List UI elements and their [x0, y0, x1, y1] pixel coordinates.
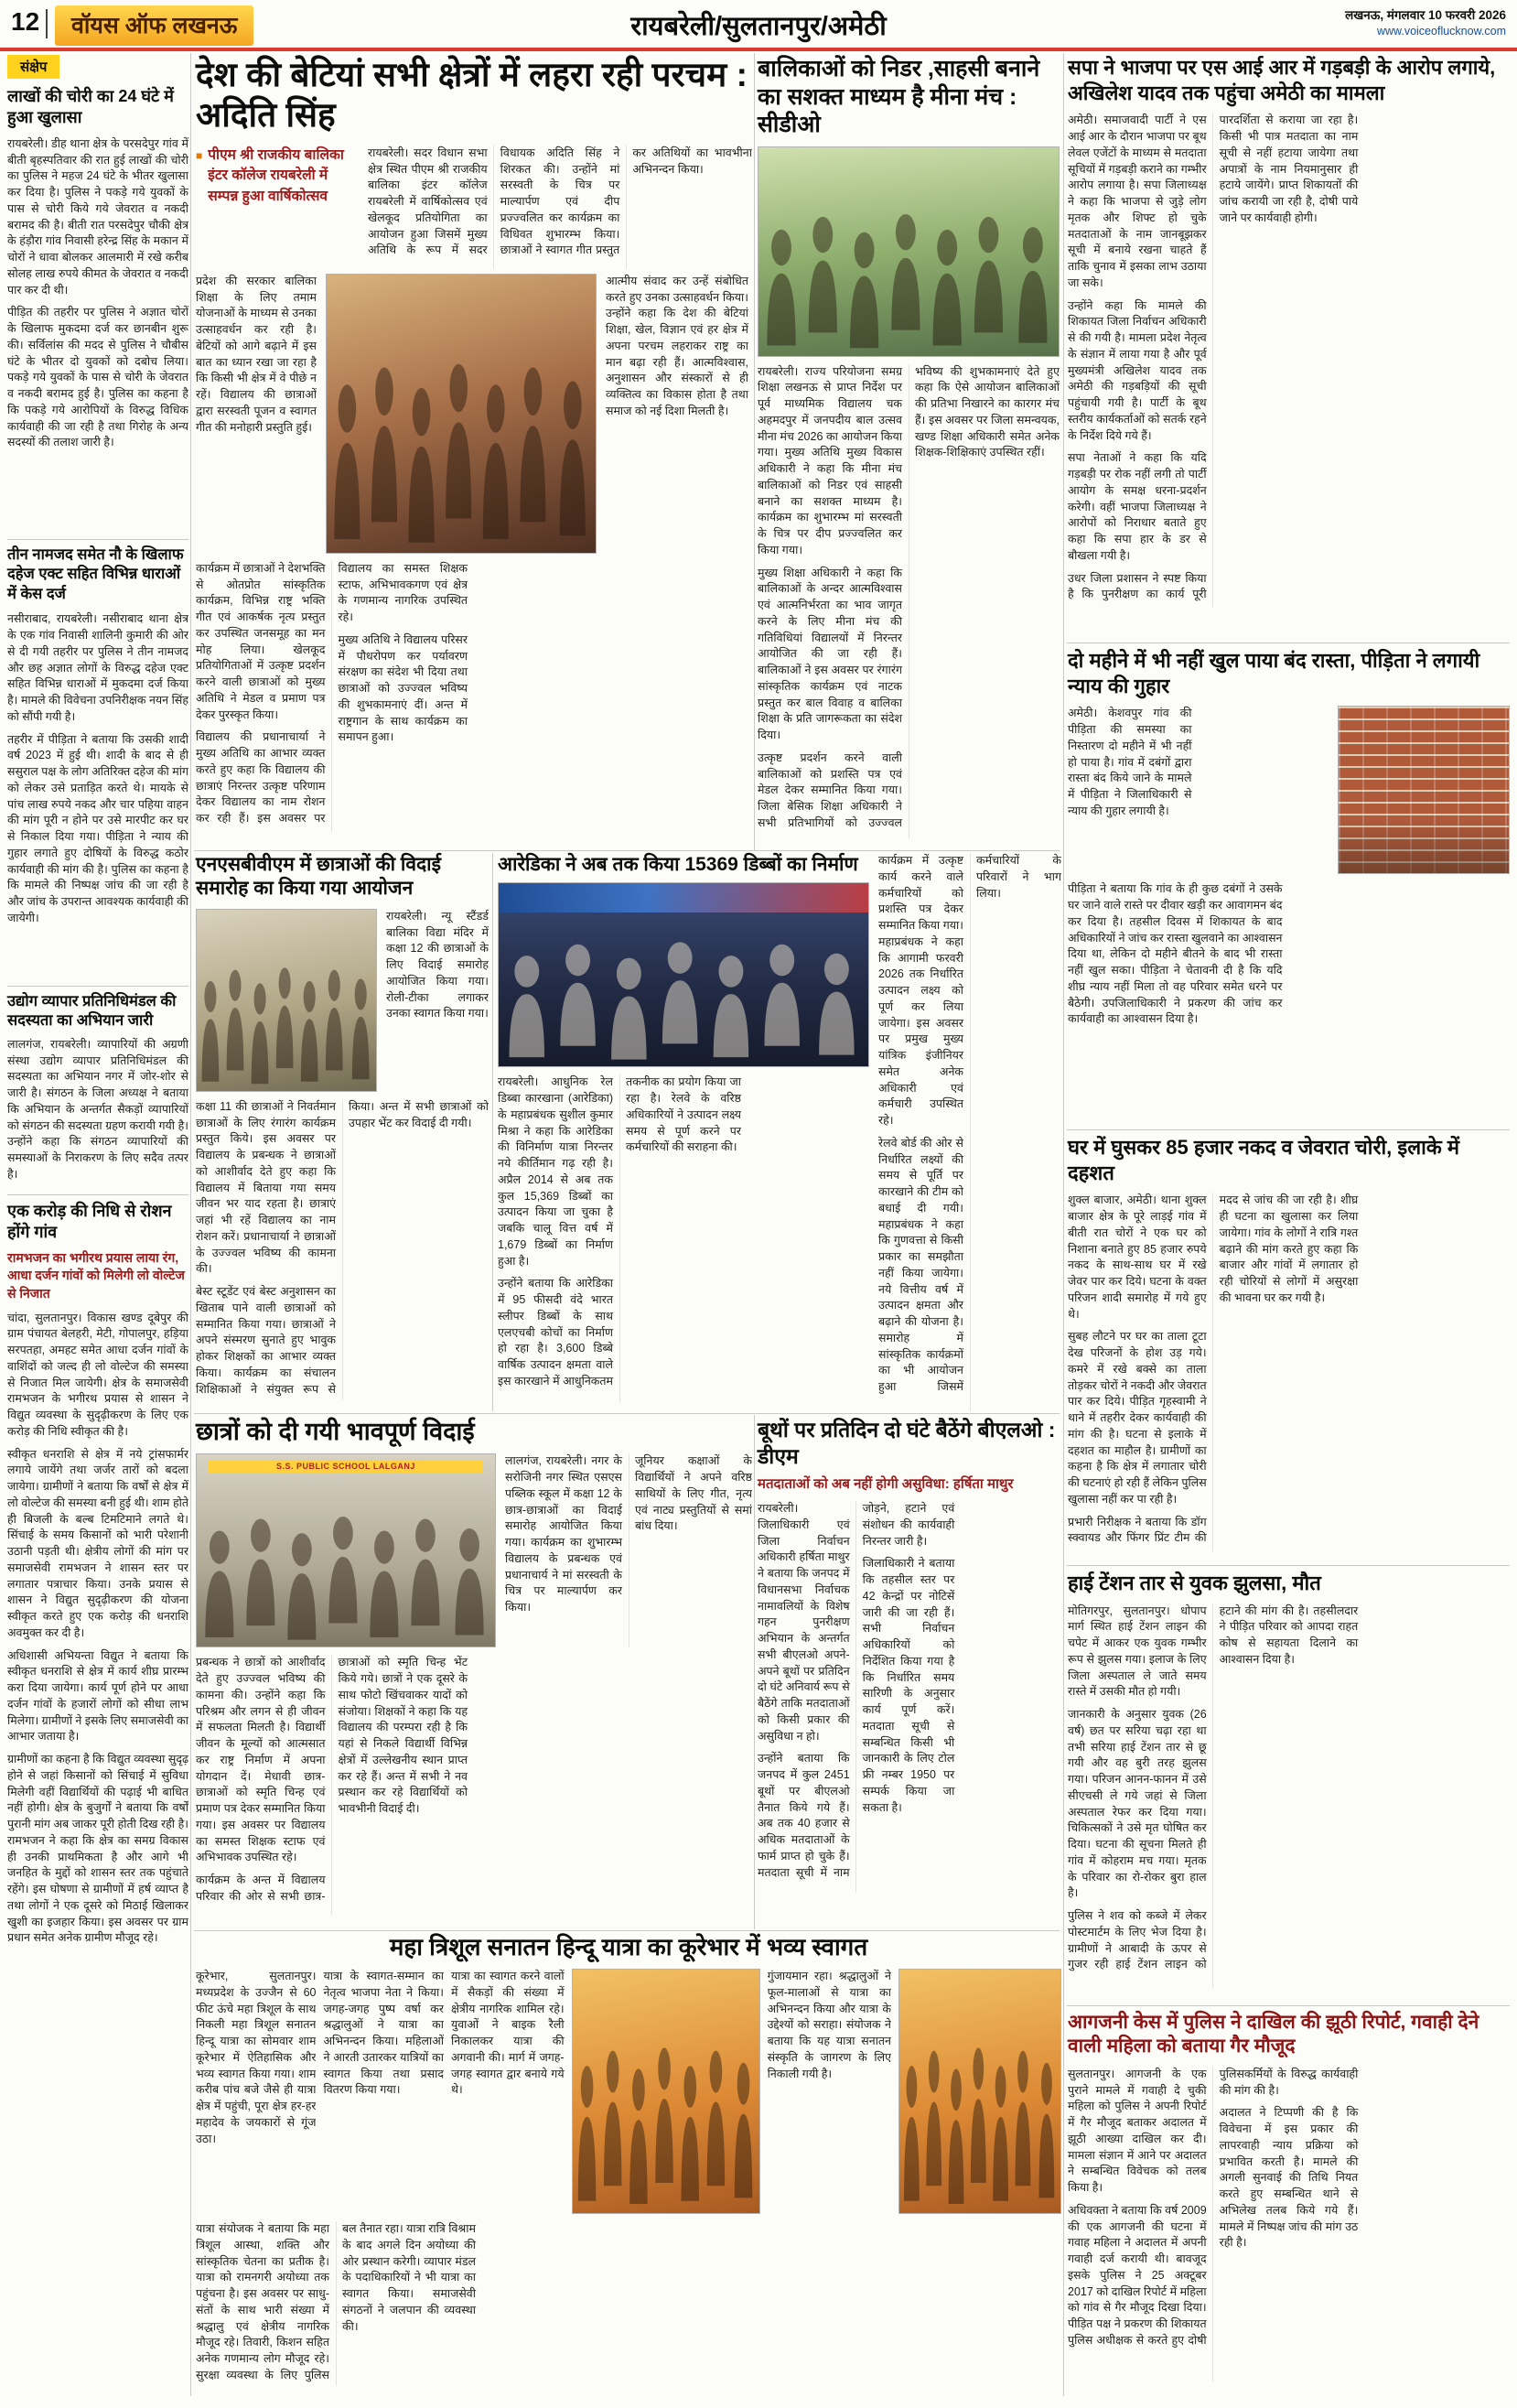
article-hightension-death	[1068, 1571, 1510, 2001]
crowd-illustration	[197, 1505, 495, 1647]
article-body	[196, 1969, 316, 2214]
article-body	[606, 274, 748, 554]
article-body	[878, 853, 1061, 1411]
body-paragraph: चांदा, सुलतानपुर। विकास खण्ड दूबेपुर की ग्राम पंचायत बेलहरी, मेटी, गोपालपुर, हड़िया सरपतहा, अमहट समेत आधा दर्जन गांवों के वाशिंदों को जल्द ही लो वोल्टेज की समस्या से निजात मिल जायेगी। क्षेत्र के समाजसेवी रामभजन के भगीरथ प्रयास से शासन ने विद्युत व्यवस्था के सुदृढ़ीकरण के लिए एक करोड़ की निधि स्वीकृत की है।	[7, 1311, 188, 1438]
article-betiyan-lead	[196, 55, 752, 848]
body-paragraph: यात्रा का स्वागत करने वालों में सैकड़ों की संख्या में क्षेत्रीय नागरिक शामिल रहे। युवाओं ने बाइक रैली निकालकर यात्रा की अगवानी की। मार्ग में जगह-जगह स्वागत द्वार बनाये गये थे।	[450, 1970, 565, 2097]
body-paragraph: प्रबन्धक ने छात्रों को आशीर्वाद देते हुए उज्ज्वल भविष्य की कामना की। उन्होंने कहा कि परिश्रम और लगन से ही जीवन में सफलता मिलती है। विद्यार्थी जीवन के मूल्यों को आत्मसात कर राष्ट्र निर्माण में अपना योगदान दें। मेधावी छात्र-छात्राओं को स्मृति चिन्ह एवं प्रमाण पत्र देकर सम्मानित किया गया। इस अवसर पर विद्यालय का समस्त शिक्षक स्टाफ एवं अभिभावक उपस्थित रहे।	[196, 1656, 326, 1864]
body-paragraph: रायबरेली। आधुनिक रेल डिब्बा कारखाना (आरेडिका) के महाप्रबंधक सुशील कुमार मिश्रा ने कहा कि आरेडिका की विनिर्माण यात्रा निरन्तर नये कीर्तिमान गढ़ रही है। अप्रैल 2014 से अब तक कुल 15,369 डिब्बों का उत्पादन किया जा चुका है जबकि चालू वित्त वर्ष में 1,679 डिब्बों का निर्माण हुआ है।	[498, 1075, 613, 1268]
body-paragraph: कार्यक्रम के अन्त में विद्यालय परिवार की ओर से सभी छात्र-छात्राओं को स्मृति चिन्ह भेंट किये गये। छात्रों ने एक दूसरे के साथ फोटो खिंचवाकर यादों को संजोया। शिक्षकों ने कहा कि यह विद्यालय की परम्परा रही है कि यहां से निकले विद्यार्थी विभिन्न क्षेत्रों में उल्लेखनीय स्थान प्राप्त कर रहे हैं। अन्त में सभी ने नव प्रस्थान कर रहे विद्यार्थियों को भावभीनी विदाई दी।	[196, 1656, 468, 1903]
paper-name: वॉयस ऑफ लखनऊ	[55, 5, 253, 46]
body-paragraph: ग्रामीणों का कहना है कि विद्युत व्यवस्था सुदृढ़ होने से जहां किसानों को सिंचाई में सुविधा मिलेगी वहीं विद्यार्थियों की पढ़ाई भी बाधित नहीं होगी। क्षेत्र के बुजुर्गों ने बताया कि वर्षों पुरानी मांग अब जाकर पूरी होती दिख रही है। रामभजन ने कहा कि क्षेत्र का समग्र विकास ही उनकी प्राथमिकता है और आगे भी जनहित के मुद्दों को शासन स्तर तक पहुंचाते रहेंगे। इस घोषणा से ग्रामीणों में हर्ष व्याप्त है तथा लोगों ने एक दूसरे को मिठाई खिलाकर खुशी का इजहार किया। इस अवसर पर ग्राम प्रधान समेत अनेक ग्रामीण मौजूद रहे।	[7, 1753, 188, 1945]
body-paragraph: अमेठी। केशवपुर गांव की पीड़िता की समस्या का निस्तारण दो महीने में भी नहीं हो पाया है। गांव में दबंगों द्वारा रास्ता बंद किये जाने के मामले में पीड़िता ने जिलाधिकारी से न्याय की गुहार लगायी है।	[1068, 707, 1192, 817]
headline: आरेडिका ने अब तक किया 15369 डिब्बों का निर्माण	[498, 854, 858, 875]
crowd-illustration	[327, 347, 596, 553]
article-trade-membership	[7, 992, 188, 1192]
subheadline	[196, 146, 359, 268]
bullet-icon: ■	[196, 148, 203, 162]
photo-meena-manch	[758, 146, 1060, 357]
article-trishul-yatra	[196, 1933, 1061, 2396]
column-rule	[190, 53, 191, 2396]
briefs-section-label: संक्षेप	[7, 55, 59, 79]
article-body	[7, 1037, 188, 1182]
article-dowry-case	[7, 545, 188, 983]
body-paragraph: नसीराबाद, रायबरेली। नसीराबाद थाना क्षेत्र के एक गांव निवासी शालिनी कुमारी की ओर से दी गयी तहरीर पर पुलिस ने तीन नामजद और छह अज्ञात लोगों के विरुद्ध दहेज एक्ट सहित विभिन्न धाराओं में मुकदमा दर्ज किया है। मामले की विवेचना उपनिरीक्षक नयन सिंह को सौंपी गयी है।	[7, 612, 188, 723]
article-body	[196, 561, 752, 832]
article-body	[196, 1099, 489, 1399]
headline: तीन नामजद समेत नौ के खिलाफ दहेज एक्ट सहित विभिन्न धाराओं में केस दर्ज	[7, 546, 184, 602]
article-sapa-sir	[1068, 55, 1510, 639]
column-rule	[492, 853, 493, 1411]
section-rule	[194, 850, 1060, 851]
article-body	[1068, 881, 1510, 1112]
article-body	[451, 1969, 565, 2214]
section-rule	[7, 986, 188, 987]
body-paragraph: जूनियर कक्षाओं के विद्यार्थियों ने अपने वरिष्ठ साथियों के लिए गीत, नृत्य एवं नाट्य प्रस्तुतियों से समां बांध दिया।	[635, 1454, 752, 1533]
body-paragraph: कक्षा 11 की छात्राओं ने निवर्तमान छात्राओं के लिए रंगारंग कार्यक्रम प्रस्तुत किये। इस अवसर पर विद्यालय के प्रबन्धक ने छात्राओं को आशीर्वाद देते हुए कहा कि विद्यालय में बिताया गया समय जीवन भर याद रहता है। छात्राएं जहां भी रहें विद्यालय का नाम रोशन करें। प्रधानाचार्या ने छात्राओं के उज्ज्वल भविष्य की कामना की।	[196, 1099, 336, 1276]
body-paragraph: रायबरेली। सदर विधान सभा क्षेत्र स्थित पीएम श्री राजकीय बालिका इंटर कॉलेज रायबरेली में वार्षिकोत्सव एवं खेलकूद प्रतियोगिता का आयोजन हुआ जिसमें मुख्य अतिथि के रूप में सदर विधायक अदिति सिंह ने शिरकत की। उन्होंने मां सरस्वती के चित्र पर माल्यार्पण एवं दीप प्रज्ज्वलित कर कार्यक्रम का विधिवत शुभारम्भ किया। छात्राओं ने स्वागत गीत प्रस्तुत कर अतिथियों का भावभीना अभिनन्दन किया।	[368, 146, 752, 257]
school-banner: S.S. PUBLIC SCHOOL LALGANJ	[209, 1460, 483, 1473]
column-rule	[754, 1415, 755, 1929]
body-paragraph: उत्कृष्ट प्रदर्शन करने वाली बालिकाओं को प्रशस्ति पत्र एवं मेडल देकर सम्मानित किया गया। जिला बेसिक शिक्षा अधिकारी ने सभी प्रतिभागियों को उज्ज्वल भविष्य की शुभकामनाएं देते हुए कहा कि ऐसे आयोजन बालिकाओं की प्रतिभा निखारने का कारगर मंच हैं। इस अवसर पर जिला समन्वयक, खण्ड शिक्षा अधिकारी समेत अनेक शिक्षक-शिक्षिकाएं उपस्थित रहीं।	[758, 364, 1060, 829]
section-rule	[1067, 2005, 1510, 2006]
photo-annual-function	[326, 274, 597, 554]
article-aredica-coaches	[498, 853, 1061, 1411]
article-body	[323, 1969, 443, 2214]
body-paragraph: जानकारी के अनुसार युवक (26 वर्ष) छत पर सरिया चढ़ा रहा था तभी सरिया हाई टेंशन तार से छू गयी और वह बुरी तरह झुलस गया। परिजन आनन-फानन में उसे सीएचसी ले गये जहां से जिला अस्पताल रेफर कर दिया गया। चिकित्सकों ने उसे मृत घोषित कर दिया। घटना की सूचना मिलते ही गांव में कोहराम मच गया। मृतक के परिवार का रो-रोकर बुरा हाल है।	[1068, 1708, 1207, 1900]
section-rule	[194, 1930, 1060, 1931]
article-blo-booths	[758, 1417, 1060, 1926]
section-rule	[7, 539, 188, 540]
body-paragraph: बेस्ट स्टूडेंट एवं बेस्ट अनुशासन का खिताब पाने वाली छात्राओं को सम्मानित किया गया। छात्राओं ने अपने संस्मरण सुनाते हुए भावुक होकर शिक्षकों का आभार व्यक्त किया। कार्यक्रम का संचालन शिक्षिकाओं ने संयुक्त रूप से किया। अन्त में सभी छात्राओं को उपहार भेंट कर विदाई दी गयी।	[196, 1099, 489, 1396]
body-paragraph: उन्होंने बताया कि आरेडिका में 95 फीसदी वंदे भारत स्लीपर डिब्बों के साथ एलएचबी कोचों का निर्माण हो रहा है। 3,600 डिब्बे वार्षिक उत्पादन क्षमता वाले इस कारखाने में आधुनिकतम तकनीक का प्रयोग किया जा रहा है। रेलवे के वरिष्ठ अधिकारियों ने उत्पादन लक्ष्य समय से पूर्ण करने पर कर्मचारियों की सराहना की।	[498, 1075, 741, 1388]
headline: हाई टेंशन तार से युवक झुलसा, मौत	[1068, 1571, 1321, 1594]
article-body	[196, 274, 317, 554]
body-paragraph: मोतिगरपुर, सुलतानपुर। धोपाप मार्ग स्थित हाई टेंशन लाइन की चपेट में आकर एक युवक गम्भीर रूप से झुलस गया। इलाज के लिए जिला अस्पताल ले जाते समय रास्ते में उसकी मौत हो गयी।	[1068, 1604, 1207, 1699]
article-body	[1068, 113, 1510, 607]
masthead-rule	[0, 48, 1517, 51]
masthead-dateline	[1345, 6, 1506, 38]
body-paragraph: जिलाधिकारी ने बताया कि तहसील स्तर पर 42 केन्द्रों पर नोटिसें जारी की जा रही हैं। सभी निर्वाचन अधिकारियों को निर्देशित किया गया है कि निर्धारित समय सारिणी के अनुसार कार्य पूर्ण करें। मतदाता सूची से सम्बन्धित किसी भी जानकारी के लिए टोल फ्री नम्बर 1950 पर सम्पर्क किया जा सकता है।	[862, 1557, 955, 1814]
headline: बूथों पर प्रतिदिन दो घंटे बैठेंगे बीएलओ : डीएम	[758, 1418, 1056, 1468]
article-meena-manch	[758, 55, 1060, 848]
body-paragraph: स्वीकृत धनराशि से क्षेत्र में नये ट्रांसफार्मर लगाये जायेंगे तथा जर्जर तारों को बदला जायेगा। ग्रामीणों ने बताया कि वर्षों से क्षेत्र में लो वोल्टेज की समस्या बनी हुई थी। शाम होते ही बिजली के बल्ब टिमटिमाने लगते थे। सिंचाई के समय किसानों को भारी परेशानी उठानी पड़ती थी। क्षेत्रीय लोगों की मांग पर समाजसेवी रामभजन ने शासन स्तर पर लगातार पत्राचार किया। उनके प्रयास से शासन ने विद्युत सुदृढ़ीकरण की योजना स्वीकृत करते हुए एक करोड़ की धनराशि अवमुक्त कर दी है।	[7, 1447, 188, 1639]
stage-banner	[499, 883, 868, 912]
article-body	[768, 1969, 891, 2214]
body-paragraph: यात्रा के स्वागत-सम्मान का नेतृत्व भाजपा नेता ने किया। जगह-जगह पुष्प वर्षा कर श्रद्धालुओं ने यात्रा का अभिनन्दन किया। महिलाओं ने आरती उतारकर यात्रियों का स्वागत किया तथा प्रसाद वितरण किया गया।	[323, 1970, 444, 2097]
article-body	[758, 364, 1060, 838]
body-paragraph: विद्यालय की प्रधानाचार्या ने मुख्य अतिथि का आभार व्यक्त करते हुए कहा कि विद्यालय की छात्राएं निरन्तर उत्कृष्ट परिणाम देकर विद्यालय का नाम रोशन कर रही हैं। इस अवसर पर विद्यालय का समस्त शिक्षक स्टाफ, अभिभावकगण एवं क्षेत्र के गणमान्य नागरिक उपस्थित रहे।	[196, 561, 468, 826]
article-body	[1068, 2067, 1510, 2381]
photo-aredica-stage	[498, 882, 869, 1067]
body-paragraph: अमेठी। समाजवादी पार्टी ने एस आई आर के दौरान भाजपा पर बूथ लेवल एजेंटों के माध्यम से मतदाता सूचियों में गड़बड़ी कराने का गम्भीर आरोप लगाया है। सपा जिलाध्यक्ष ने कहा कि भाजपा से जुड़े लोग मृतक और शिफ्ट हो चुके मतदाताओं के नाम जानबूझकर सूची में बनाये रखना चाहते हैं ताकि चुनाव में इसका लाभ उठाया जा सके।	[1068, 113, 1207, 289]
body-paragraph: उधर जिला प्रशासन ने स्पष्ट किया है कि पुनरीक्षण का कार्य पूरी पारदर्शिता से कराया जा रहा है। किसी भी पात्र मतदाता का नाम सूची से नहीं हटाया जायेगा तथा अपात्रों के नाम नियमानुसार ही हटाये जायेंगे। प्राप्त शिकायतों की जांच करायी जा रही है, दोषी पाये जाने पर कार्यवाही होगी।	[1068, 113, 1359, 601]
section-rule	[1067, 1565, 1510, 1566]
body-paragraph: लालगंज, रायबरेली। व्यापारियों की अग्रणी संस्था उद्योग व्यापार प्रतिनिधिमंडल की सदस्यता का अभियान नगर में जोर-शोर से जारी है। संगठन के जिला अध्यक्ष ने बताया कि अभियान के अन्तर्गत सैकड़ों व्यापारियों को संगठन की सदस्यता ग्रहण करायी गयी है। उन्होंने कहा कि संगठन व्यापारियों की समस्याओं के निराकरण के लिए सदैव तत्पर है।	[7, 1037, 188, 1181]
body-paragraph: सुलतानपुर। आगजनी के एक पुराने मामले में गवाही दे चुकी महिला को पुलिस ने अपनी रिपोर्ट में गैर मौजूद बताकर अदालत में झूठी आख्या दाखिल कर दी। मामला संज्ञान में आने पर अदालत ने सम्बन्धित विवेचक को तलब किया है।	[1068, 2067, 1207, 2195]
article-blocked-path	[1068, 648, 1510, 1126]
body-paragraph: मुख्य शिक्षा अधिकारी ने कहा कि बालिकाओं के अन्दर आत्मविश्वास एवं आत्मनिर्भरता का भाव जागृत करने के लिए मीना मंच की गतिविधियां विद्यालयों में निरन्तर आयोजित की जा रही हैं। बालिकाओं ने इस अवसर पर रंगारंग सांस्कृतिक कार्यक्रम एवं नाटक प्रस्तुत कर बाल विवाह व बालिका शिक्षा के प्रति जागरूकता का संदेश दिया।	[758, 566, 902, 741]
article-house-theft	[1068, 1135, 1510, 1561]
article-body	[196, 1655, 752, 1915]
subheadline-text: पीएम श्री राजकीय बालिका इंटर कॉलेज रायबरेली में सम्पन्न हुआ वार्षिकोत्सव	[208, 146, 344, 204]
body-paragraph: पीड़ित की तहरीर पर पुलिस ने अज्ञात चोरों के खिलाफ मुकदमा दर्ज कर छानबीन शुरू की। सर्विलांस की मदद से पुलिस ने चौबीस घंटे के भीतर दो युवकों को दबोच लिया। पकड़े गये युवकों के पास से चोरी के जेवरात व नकदी बरामद हुई है। पुलिस का कहना है कि पकड़े गये आरोपियों के विरुद्ध विधिक कार्यवाही की जा रही है तथा गिरोह के अन्य सदस्यों की तलाश जारी है।	[7, 306, 188, 449]
article-school-farewell	[196, 1417, 752, 1926]
headline: घर में घुसकर 85 हजार नकद व जेवरात चोरी, इलाके में दहशत	[1068, 1136, 1459, 1184]
article-theft-solved	[7, 86, 188, 536]
body-paragraph: प्रदेश की सरकार बालिका शिक्षा के लिए तमाम योजनाओं के माध्यम से उनका उत्साहवर्धन कर रही है। बेटियों को आगे बढ़ाने में इस बात का ध्यान रखा जा रहा है कि किसी भी क्षेत्र में वे पीछे न रहें। विद्यालय की छात्राओं द्वारा सरस्वती पूजन व स्वागत गीत की मनोहारी प्रस्तुति हुई।	[196, 274, 317, 434]
section-rule	[7, 1194, 188, 1195]
body-paragraph: यात्रा संयोजक ने बताया कि महा त्रिशूल आस्था, शक्ति और सांस्कृतिक चेतना का प्रतीक है। यात्रा को रामनगरी अयोध्या तक पहुंचना है। इस अवसर पर साधु-संतों के साथ भारी संख्या में श्रद्धालु एवं क्षेत्रीय नागरिक मौजूद रहे। तिवारी, किशन सहित अनेक गणमान्य लोग मौजूद रहे। सुरक्षा व्यवस्था के लिए पुलिस बल तैनात रहा। यात्रा रात्रि विश्राम के बाद अगले दिन अयोध्या की ओर प्रस्थान करेगी। व्यापार मंडल के पदाधिकारियों ने भी यात्रा का स्वागत किया। समाजसेवी संगठनों ने जलपान की व्यवस्था की।	[196, 2222, 476, 2381]
body-paragraph: रायबरेली। राज्य परियोजना समग्र शिक्षा लखनऊ से प्राप्त निर्देश पर पूर्व माध्यमिक विद्यालय चक अहमदपुर में जनपदीय बाल उत्सव मीना मंच 2026 का आयोजन किया गया। मुख्य अतिथि मुख्य विकास अधिकारी ने कहा कि मीना मंच बालिकाओं को निडर एवं साहसी बनाने का सशक्त माध्यम है। कार्यक्रम का शुभारम्भ मां सरस्वती के चित्र पर दीप प्रज्ज्वलित कर किया गया।	[758, 364, 902, 556]
body-paragraph: अधिशासी अभियन्ता विद्युत ने बताया कि स्वीकृत धनराशि से क्षेत्र में कार्य शीघ्र प्रारम्भ करा दिया जायेगा। कार्य पूर्ण होने पर आधा दर्जन गांवों के हजारों लोगों को सीधा लाभ मिलेगा। ग्रामीणों ने इसके लिए समाजसेवी का आभार जताया है।	[7, 1648, 188, 1744]
body-paragraph: तहरीर में पीड़िता ने बताया कि उसकी शादी वर्ष 2023 में हुई थी। शादी के बाद से ही ससुराल पक्ष के लोग अतिरिक्त दहेज की मांग को लेकर उसे प्रताड़ित करते थे। मायके से पांच लाख रुपये नकद और चार पहिया वाहन की मांग पूरी न होने पर उसे मारपीट कर घर से निकाल दिया गया। पीड़िता ने न्याय की गुहार लगाते हुए दोषियों के विरुद्ध कठोर कार्यवाही की मांग की है। पुलिस का कहना है कि मामले की निष्पक्ष जांच की जा रही है और जांच के उपरान्त आवश्यक कार्यवाही की जायेगी।	[7, 732, 188, 924]
headline: सपा ने भाजपा पर एस आई आर में गड़बड़ी के आरोप लगाये, अखिलेश यादव तक पहुंचा अमेठी का मामला	[1068, 56, 1496, 104]
body-paragraph: सुबह लौटने पर घर का ताला टूटा देख परिजनों के होश उड़ गये। कमरे में रखे बक्से का ताला तोड़कर चोरों ने नकदी और जेवरात पार कर दिये। पीड़ित गृहस्वामी ने थाने में तहरीर देकर कार्यवाही की मांग की है। घटना से इलाके में दहशत का माहौल है। ग्रामीणों का कहना है कि क्षेत्र में लगातार चोरी की घटनाएं हो रही हैं लेकिन पुलिस खुलासा नहीं कर पा रही है।	[1068, 1330, 1207, 1506]
crowd-illustration	[573, 2033, 759, 2213]
article-false-report	[1068, 2011, 1510, 2395]
column-rule	[754, 53, 755, 851]
body-paragraph: कार्यक्रम में उत्कृष्ट कार्य करने वाले कर्मचारियों को प्रशस्ति पत्र देकर सम्मानित किया गया। महाप्रबंधक ने कहा कि आगामी फरवरी 2026 तक निर्धारित उत्पादन लक्ष्य को पूर्ण कर लिया जायेगा। इस अवसर पर प्रमुख मुख्य यांत्रिक इंजीनियर समेत अनेक अधिकारी एवं कर्मचारी उपस्थित रहे।	[878, 854, 963, 1127]
body-paragraph: कार्यक्रम में छात्राओं ने देशभक्ति से ओतप्रोत सांस्कृतिक कार्यक्रम, विभिन्न राष्ट्र भक्ति गीत एवं आकर्षक नृत्य प्रस्तुत कर उपस्थित जनसमूह का मन मोह लिया। खेलकूद प्रतियोगिताओं में उत्कृष्ट प्रदर्शन करने वाली छात्राओं को मुख्य अतिथि ने मेडल व प्रमाण पत्र देकर पुरस्कृत किया।	[196, 561, 326, 721]
article-body	[1068, 1193, 1510, 1551]
headline: एनएसबीवीएम में छात्राओं की विदाई समारोह का किया गया आयोजन	[196, 854, 441, 900]
subheadline: रामभजन का भगीरथ प्रयास लाया रंग, आधा दर्जन गांवों को मिलेगी लो वोल्टेज से निजात	[7, 1249, 185, 1301]
body-paragraph: रायबरेली। डीह थाना क्षेत्र के परसदेपुर गांव में बीती बृहस्पतिवार की रात हुई लाखों की चोरी का पुलिस ने महज 24 घंटे के भीतर खुलासा कर दिया है। पुलिस ने पकड़े गये युवकों के पास से चोरी किये गये जेवरात व नकदी बरामद की है। बीती रात परसदेपुर चौकी क्षेत्र के हंड़ौरा गांव निवासी हरेन्द्र सिंह के मकान में चोरों ने धावा बोलकर आलमारी में रखे करीब सोलह लाख रुपये कीमत के जेवरात व नकदी पार कर दी थी।	[7, 136, 188, 297]
headline: आगजनी केस में पुलिस ने दाखिल की झूठी रिपोर्ट, गवाही देने वाली महिला को बताया गैर मौजूद	[1068, 2012, 1479, 2057]
body-paragraph: मुख्य अतिथि ने विद्यालय परिसर में पौधरोपण कर पर्यावरण संरक्षण का संदेश भी दिया तथा छात्राओं को उज्ज्वल भविष्य की शुभकामनाएं दीं। अन्त में राष्ट्रगान के साथ कार्यक्रम का समापन हुआ।	[338, 632, 468, 744]
photo-blocked-path	[1338, 706, 1510, 874]
body-paragraph: सपा नेताओं ने कहा कि यदि गड़बड़ी पर रोक नहीं लगी तो पार्टी आयोग के समक्ष धरना-प्रदर्शन करेगी। वहीं भाजपा जिलाध्यक्ष ने आरोपों को निराधार बताते हुए कहा कि सपा हार के डर से बौखला गयी है।	[1068, 451, 1207, 562]
body-paragraph: अधिवक्ता ने बताया कि वर्ष 2009 की एक आगजनी की घटना में गवाह महिला ने अदालत में अपनी गवाही दर्ज करायी थी। बावजूद इसके पुलिस ने 25 अक्टूबर 2017 को दाखिल रिपोर्ट में महिला को गांव से गैर मौजूद दिखा दिया। पीड़ित पक्ष ने प्रकरण की शिकायत पुलिस अधीक्षक से करते हुए दोषी पुलिसकर्मियों के विरुद्ध कार्यवाही की मांग की है।	[1068, 2067, 1359, 2347]
article-body	[758, 1501, 1060, 1893]
headline: देश की बेटियां सभी क्षेत्रों में लहरा रही परचम : अदिति सिंह	[196, 56, 748, 135]
body-paragraph: प्रभारी निरीक्षक ने बताया कि डॉग स्क्वायड और फिंगर प्रिंट टीम की मदद से जांच की जा रही है। शीघ्र ही घटना का खुलासा कर लिया जायेगा। गांव के लोगों ने रात्रि गश्त बढ़ाने की मांग करते हुए कहा कि बाजार और गांवों में लगातार हो रही चोरियों से लोगों में असुरक्षा की भावना घर कर गयी है।	[1068, 1193, 1359, 1545]
headline: बालिकाओं को निडर ,साहसी बनाने का सशक्त माध्यम है मीना मंच : सीडीओ	[758, 56, 1040, 137]
article-body	[505, 1453, 752, 1647]
article-nsbvm-farewell	[196, 853, 489, 1411]
headline: छात्रों को दी गयी भावपूर्ण विदाई	[196, 1418, 475, 1445]
section-rule	[194, 1413, 1060, 1414]
section-rule	[1067, 642, 1510, 643]
headline: उद्योग व्यापार प्रतिनिधिमंडल की सदस्यता का अभियान जारी	[7, 993, 177, 1030]
photo-trishul-yatra-1	[572, 1969, 760, 2214]
article-body	[368, 146, 752, 268]
crowd-illustration	[758, 201, 1059, 356]
body-paragraph: शुक्ल बाजार, अमेठी। थाना शुक्ल बाजार क्षेत्र के पूरे लाड़ई गांव में बीती रात चोरों ने एक घर को निशाना बनाते हुए 85 हजार रुपये नकद के साथ-साथ घर में रखे जेवर पार कर दिये। घटना के वक्त परिजन शादी समारोह में गये हुए थे।	[1068, 1193, 1207, 1321]
headline: दो महीने में भी नहीं खुल पाया बंद रास्ता, पीड़िता ने लगायी न्याय की गुहार	[1068, 649, 1480, 697]
column-rule	[1063, 53, 1064, 2396]
crowd-illustration	[197, 956, 376, 1091]
crowd-illustration	[499, 931, 868, 1066]
subheadline: मतदाताओं को अब नहीं होगी असुविधा: हर्षिता माथुर	[758, 1475, 1014, 1492]
photo-trishul-yatra-2	[898, 1969, 1061, 2214]
body-paragraph: रायबरेली। न्यू स्टैंडर्ड बालिका विद्या मंदिर में कक्षा 12 की छात्राओं के लिए विदाई समारोह आयोजित किया गया। रोली-टीका लगाकर उनका स्वागत किया गया।	[386, 909, 489, 1020]
body-paragraph: कूरेभार, सुलतानपुर। मध्यप्रदेश के उज्जैन से 60 फीट ऊंचे महा त्रिशूल के साथ निकली महा त्रिशूल सनातन हिन्दू यात्रा का सोमवार शाम कूरेभार में ऐतिहासिक और भव्य स्वागत किया गया। शाम करीब पांच बजे जैसे ही यात्रा क्षेत्र में पहुंची, पूरा क्षेत्र हर-हर महादेव के जयकारों से गूंज उठा।	[196, 1970, 317, 2145]
headline: लाखों की चोरी का 24 घंटे में हुआ खुलासा	[7, 87, 174, 127]
body-paragraph: गुंजायमान रहा। श्रद्धालुओं ने फूल-मालाओं से यात्रा का अभिनन्दन किया और यात्रा के उद्देश्यों को सराहा। संयोजक ने बताया कि यह यात्रा सनातन संस्कृति के जागरण के लिए निकाली गयी है।	[767, 1970, 891, 2080]
body-paragraph: रायबरेली। जिलाधिकारी एवं जिला निर्वाचन अधिकारी हर्षिता माथुर ने बताया कि जनपद में विधानसभा निर्वाचक नामावलियों के विशेष गहन पुनरीक्षण अभियान के अन्तर्गत सभी बीएलओ अपने-अपने बूथों पर प्रतिदिन दो घंटे अनिवार्य रूप से बैठेंगे ताकि मतदाताओं को किसी प्रकार की असुविधा न हो।	[758, 1502, 850, 1743]
article-body	[386, 909, 489, 1092]
photo-school-farewell	[196, 1453, 496, 1647]
body-paragraph: लालगंज, रायबरेली। नगर के सरोजिनी नगर स्थित एसएस पब्लिक स्कूल में कक्षा 12 के छात्र-छात्राओं का विदाई समारोह आयोजित किया गया। कार्यक्रम का शुभारम्भ विद्यालय के प्रबन्धक एवं प्रधानाचार्य ने मां सरस्वती के चित्र पर माल्यार्पण कर किया।	[505, 1454, 622, 1614]
article-body	[7, 1311, 188, 2381]
article-body	[1068, 1604, 1510, 1988]
article-body	[498, 1074, 869, 1402]
body-paragraph: उन्होंने बताया कि जनपद में कुल 2451 बूथों पर बीएलओ तैनात किये गये हैं। अब तक 40 हजार से अधिक मतदाताओं के फार्म प्राप्त हो चुके हैं। मतदाता सूची में नाम जोड़ने, हटाने एवं संशोधन की कार्यवाही निरन्तर जारी है।	[758, 1502, 955, 1879]
headline: महा त्रिशूल सनातन हिन्दू यात्रा का कूरेभार में भव्य स्वागत	[389, 1933, 868, 1960]
body-paragraph: उन्होंने कहा कि मामले की शिकायत जिला निर्वाचन अधिकारी से की गयी है। मामला प्रदेश नेतृत्व के संज्ञान में लाया गया है और पूर्व मुख्यमंत्री अखिलेश यादव तक अमेठी की गड़बड़ियों की सूची पहुंचायी गयी है। पार्टी के बूथ स्तरीय कार्यकर्ताओं को सतर्क रहने के निर्देश दिये गये हैं।	[1068, 298, 1207, 442]
section-rule	[1067, 1129, 1510, 1130]
crowd-illustration	[899, 2033, 1060, 2213]
body-paragraph: पीड़िता ने बताया कि गांव के ही कुछ दबंगों ने उसके घर जाने वाले रास्ते पर दीवार खड़ी कर आवागमन बंद कर दिया है। तहसील दिवस में शिकायत के बाद अधिकारियों ने जांच कर रास्ता खुलवाने का आश्वासन दिया था, लेकिन दो महीने बीतने के बाद भी रास्ता नहीं खुल सका। पीड़िता ने चेतावनी दी है कि यदि शीघ्र न्याय नहीं मिला तो वह परिवार समेत धरने पर बैठेगी। उपजिलाधिकारी ने प्रकरण की जांच कर कार्यवाही का आश्वासन दिया है।	[1068, 882, 1283, 1026]
article-village-fund	[7, 1201, 188, 2396]
headline: एक करोड़ की निधि से रोशन होंगे गांव	[7, 1202, 172, 1242]
article-body	[1068, 706, 1329, 874]
body-paragraph: आत्मीय संवाद कर उन्हें संबोधित करते हुए उनका उत्साहवर्धन किया। उन्होंने कहा कि देश की बेटियां शिक्षा, खेल, विज्ञान एवं हर क्षेत्र में अपना परचम लहराकर राष्ट्र का मान बढ़ा रही हैं। आत्मविश्वास, अनुशासन और संस्कारों से ही व्यक्तित्व का विकास होता है तथा समाज को नई दिशा मिलती है।	[606, 274, 748, 417]
body-paragraph: अदालत ने टिप्पणी की है कि विवेचना में इस प्रकार की लापरवाही न्याय प्रक्रिया को प्रभावित करती है। मामले की अगली सुनवाई की तिथि नियत करते हुए सम्बन्धित थाने से अभिलेख तलब किये गये हैं। मामले में निष्पक्ष जांच की मांग उठ रही है।	[1219, 2106, 1359, 2250]
page-number: 12	[11, 7, 40, 36]
body-paragraph: रेलवे बोर्ड की ओर से निर्धारित लक्ष्यों की समय से पूर्ति पर कारखाने की टीम को बधाई दी गयी। महाप्रबंधक ने कहा कि गुणवत्ता से किसी प्रकार का समझौता नहीं किया जायेगा। नये वित्तीय वर्ष में उत्पादन क्षमता और बढ़ाने की योजना है। समारोह में सांस्कृतिक कार्यक्रमों का भी आयोजन हुआ जिसमें कर्मचारियों के परिवारों ने भाग लिया।	[878, 854, 1061, 1393]
photo-nsbvm-farewell	[196, 909, 377, 1092]
article-body	[7, 136, 188, 532]
article-body	[196, 2221, 1061, 2386]
body-paragraph: पुलिस ने शव को कब्जे में लेकर पोस्टमार्टम के लिए भेज दिया है। ग्रामीणों ने आबादी के ऊपर से गुजर रही हाई टेंशन लाइन को हटाने की मांग की है। तहसीलदार ने पीड़ित परिवार को आपदा राहत कोष से सहायता दिलाने का आश्वासन दिया है।	[1068, 1604, 1359, 1971]
article-body	[7, 611, 188, 976]
edition-title: रायबरेली/सुलतानपुर/अमेठी	[630, 12, 887, 41]
issue-date: लखनऊ, मंगलवार 10 फरवरी 2026	[1345, 8, 1506, 22]
website-link[interactable]: www.voiceoflucknow.com	[1376, 25, 1506, 38]
